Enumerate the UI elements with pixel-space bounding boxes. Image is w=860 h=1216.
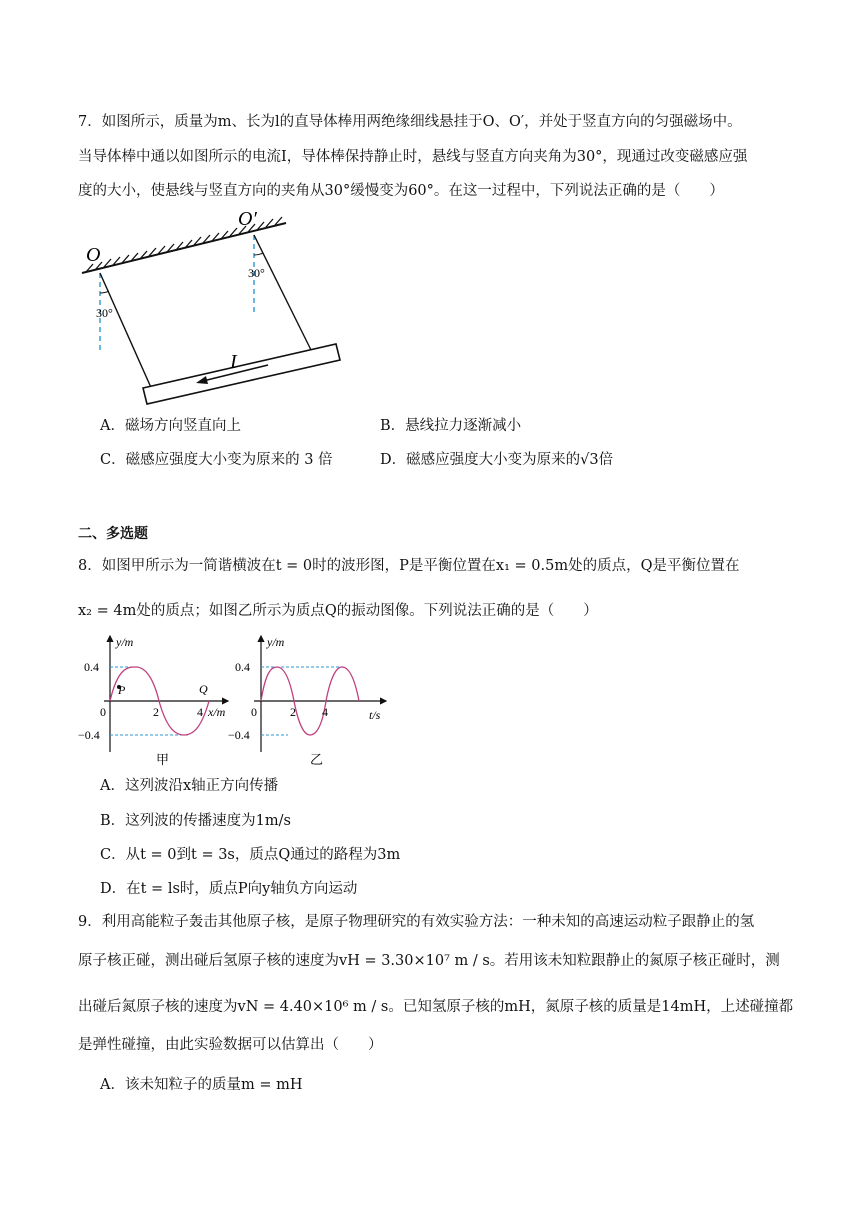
label-angle-right: 30° bbox=[248, 266, 265, 280]
q8-option-c[interactable]: C．从t = 0到t = 3s，质点Q通过的路程为3m bbox=[100, 847, 401, 863]
section-title: 二、多选题 bbox=[78, 526, 148, 542]
jia-caption: 甲 bbox=[156, 752, 170, 767]
jia-xtick-4: 4 bbox=[197, 705, 203, 719]
yi-ytick-bottom: −0.4 bbox=[228, 728, 250, 742]
q8-option-a[interactable]: A．这列波沿x轴正方向传播 bbox=[100, 778, 279, 794]
label-O: O bbox=[86, 244, 101, 266]
label-angle-left: 30° bbox=[96, 306, 113, 320]
q9-line-3: 出碰后氮原子核的速度为vN = 4.40×10⁶ m / s。已知氢原子核的mH，氮原子核的质量是14mH，上述碰撞都 bbox=[78, 999, 794, 1015]
yi-xlabel: t/s bbox=[369, 708, 381, 722]
yi-xtick-2: 2 bbox=[290, 705, 296, 719]
jia-ylabel: y/m bbox=[116, 635, 134, 649]
q7-figure bbox=[78, 205, 348, 405]
jia-label-P: P bbox=[118, 683, 126, 697]
graph-jia bbox=[78, 630, 238, 770]
graph-yi bbox=[228, 630, 398, 770]
q9-option-a[interactable]: A．该未知粒子的质量m = mH bbox=[100, 1077, 303, 1093]
yi-ylabel: y/m bbox=[267, 635, 285, 649]
yi-ytick-top: 0.4 bbox=[235, 660, 250, 674]
label-O-prime: O′ bbox=[238, 208, 257, 230]
q7-line-1: 7．如图所示，质量为m、长为l的直导体棒用两绝缘细线悬挂于O、O′，并处于竖直方向的匀强磁场中。 bbox=[78, 114, 742, 130]
yi-xtick-4: 4 bbox=[322, 705, 328, 719]
q7-option-d[interactable]: D．磁感应强度大小变为原来的√3倍 bbox=[380, 452, 614, 468]
q8-option-b[interactable]: B．这列波的传播速度为1m/s bbox=[100, 813, 291, 829]
q8-line-1: 8．如图甲所示为一简谐横波在t = 0时的波形图，P是平衡位置在x₁ = 0.5m处的质点，Q是平衡位置在 bbox=[78, 558, 740, 574]
q9-line-4: 是弹性碰撞，由此实验数据可以估算出（ ） bbox=[78, 1037, 383, 1053]
yi-origin: 0 bbox=[251, 705, 257, 719]
q7-option-b[interactable]: B．悬线拉力逐渐减小 bbox=[380, 418, 522, 434]
jia-ytick-top: 0.4 bbox=[84, 660, 99, 674]
jia-label-Q: Q bbox=[199, 682, 208, 696]
label-current: I bbox=[230, 351, 237, 373]
q8-option-d[interactable]: D．在t = ls时，质点P向y轴负方向运动 bbox=[100, 881, 358, 897]
q7-option-a[interactable]: A．磁场方向竖直向上 bbox=[100, 418, 241, 434]
jia-xlabel: x/m bbox=[208, 705, 226, 719]
q9-line-1: 9．利用高能粒子轰击其他原子核，是原子物理研究的有效实验方法：一种未知的高速运动粒子跟静止的氢 bbox=[78, 914, 755, 930]
q9-line-2: 原子核正碰，测出碰后氢原子核的速度为vH = 3.30×10⁷ m / s。若用该未知粒跟静止的氮原子核正碰时，测 bbox=[78, 953, 780, 969]
q7-option-c[interactable]: C．磁感应强度大小变为原来的 3 倍 bbox=[100, 452, 333, 468]
q7-line-3: 度的大小，使悬线与竖直方向的夹角从30°缓慢变为60°。在这一过程中，下列说法正确的是（ ） bbox=[78, 183, 724, 199]
jia-origin: 0 bbox=[100, 705, 106, 719]
yi-caption: 乙 bbox=[310, 752, 324, 767]
q7-line-2: 当导体棒中通以如图所示的电流I，导体棒保持静止时，悬线与竖直方向夹角为30°，现通过改变磁感应强 bbox=[78, 149, 748, 165]
q8-line-2: x₂ = 4m处的质点；如图乙所示为质点Q的振动图像。下列说法正确的是（ ） bbox=[78, 603, 598, 619]
jia-xtick-2: 2 bbox=[153, 705, 159, 719]
jia-ytick-bottom: −0.4 bbox=[78, 728, 100, 742]
